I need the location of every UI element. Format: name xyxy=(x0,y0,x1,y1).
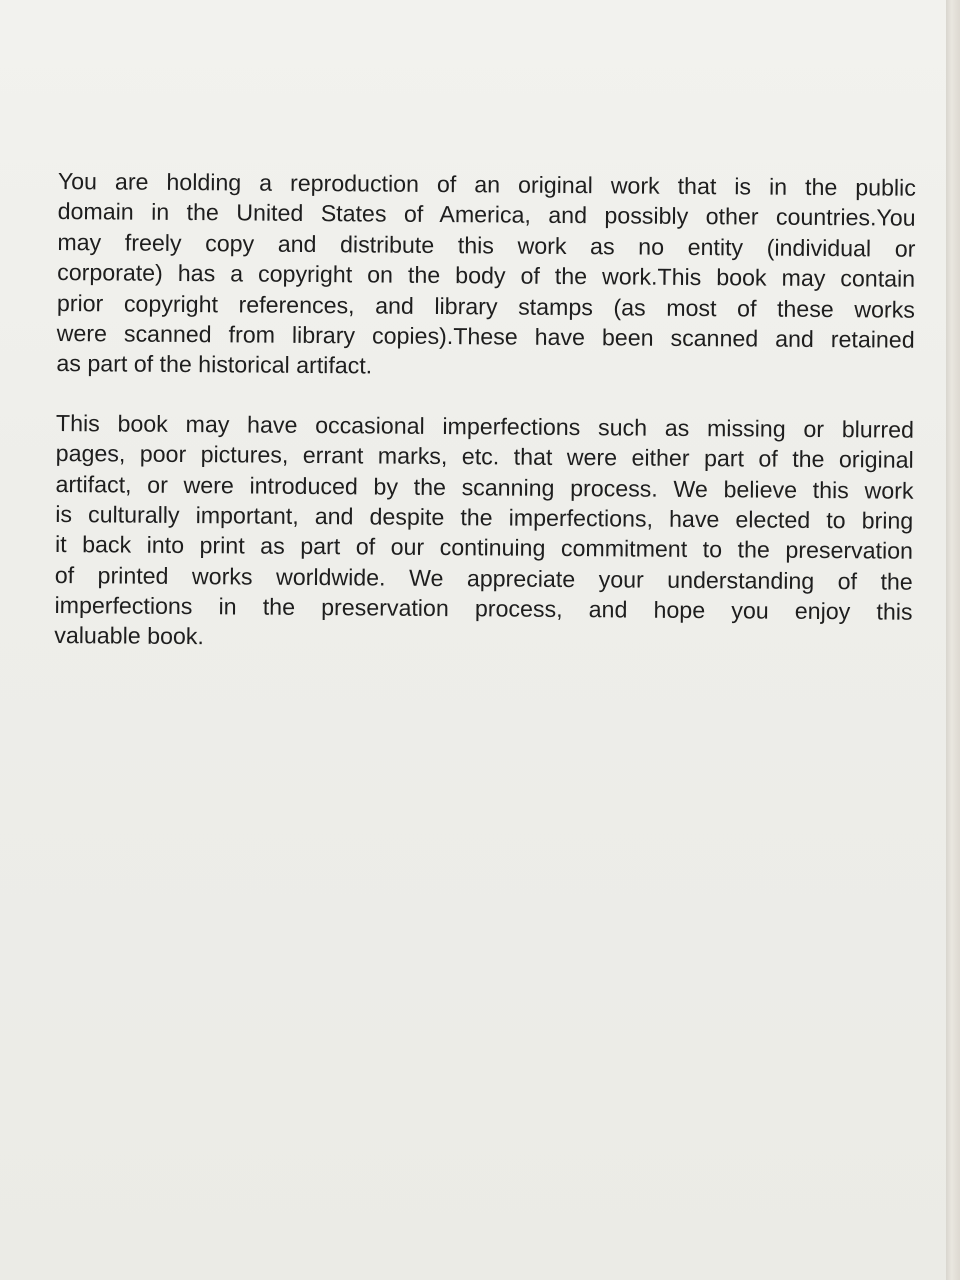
text-line: valuable book. xyxy=(54,622,204,650)
text-line: domain in the United States of America, and possibly other countries.You xyxy=(57,198,916,232)
text-line: This book may have occasional imperfections such as missing or blurred xyxy=(55,409,915,443)
text-line: artifact, or were introduced by the scanning process. We believe this work xyxy=(55,470,914,504)
page-edge xyxy=(946,0,960,1280)
text-line: imperfections in the preservation process, and hope you enjoy this xyxy=(54,592,913,625)
text-line: corporate) has a copyright on the body of the work.This book may contain xyxy=(57,259,916,292)
notice-text xyxy=(54,166,916,658)
text-line: of printed works worldwide. We appreciate your understanding of the xyxy=(54,561,913,595)
text-line: it back into print as part of our continuing commitment to the preservation xyxy=(54,531,914,565)
text-line: may freely copy and distribute this work as no entity (individual or xyxy=(57,228,916,262)
text-line: were scanned from library copies).These have been scanned and retained xyxy=(56,319,915,353)
text-line: prior copyright references, and library stamps (as most of these works xyxy=(56,289,916,323)
text-line: You are holding a reproduction of an original work that is in the public xyxy=(57,167,916,201)
text-line: pages, poor pictures, errant marks, etc. that were either part of the original xyxy=(55,440,914,473)
text-line: is culturally important, and despite the imperfections, have elected to bring xyxy=(55,500,914,534)
paragraph-2 xyxy=(54,408,914,658)
paragraph-1 xyxy=(56,166,916,385)
text-line: as part of the historical artifact. xyxy=(56,350,373,379)
